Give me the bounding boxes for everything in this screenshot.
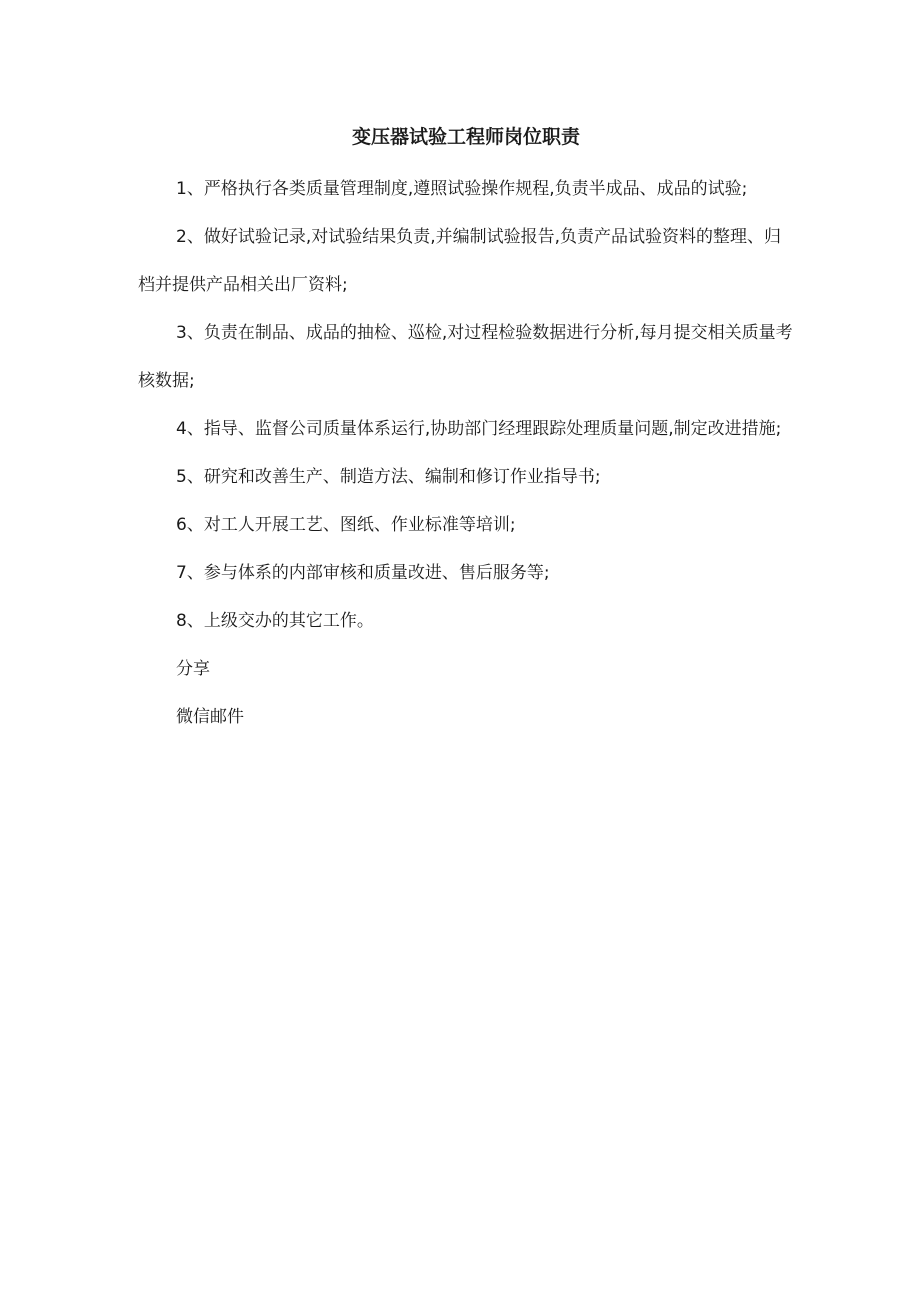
duty-item-1: 1、严格执行各类质量管理制度,遵照试验操作规程,负责半成品、成品的试验; <box>176 179 748 199</box>
duty-item-2: 2、做好试验记录,对试验结果负责,并编制试验报告,负责产品试验资料的整理、归档并提供产品相关出厂资料; <box>138 227 782 295</box>
share-label: 分享 <box>176 659 210 679</box>
duty-item-6: 6、对工人开展工艺、图纸、作业标准等培训; <box>176 515 516 535</box>
duty-item-7: 7、参与体系的内部审核和质量改进、售后服务等; <box>176 563 550 583</box>
duty-item-5: 5、研究和改善生产、制造方法、编制和修订作业指导书; <box>176 467 601 487</box>
duty-item-8: 8、上级交办的其它工作。 <box>176 611 374 631</box>
document-page <box>138 118 794 741</box>
share-options-link[interactable]: 微信邮件 <box>176 707 244 727</box>
duty-item-4: 4、指导、监督公司质量体系运行,协助部门经理跟踪处理质量问题,制定改进措施; <box>176 419 782 439</box>
document-title: 变压器试验工程师岗位职责 <box>351 126 580 148</box>
duty-item-3: 3、负责在制品、成品的抽检、巡检,对过程检验数据进行分析,每月提交相关质量考核数据; <box>138 323 793 391</box>
